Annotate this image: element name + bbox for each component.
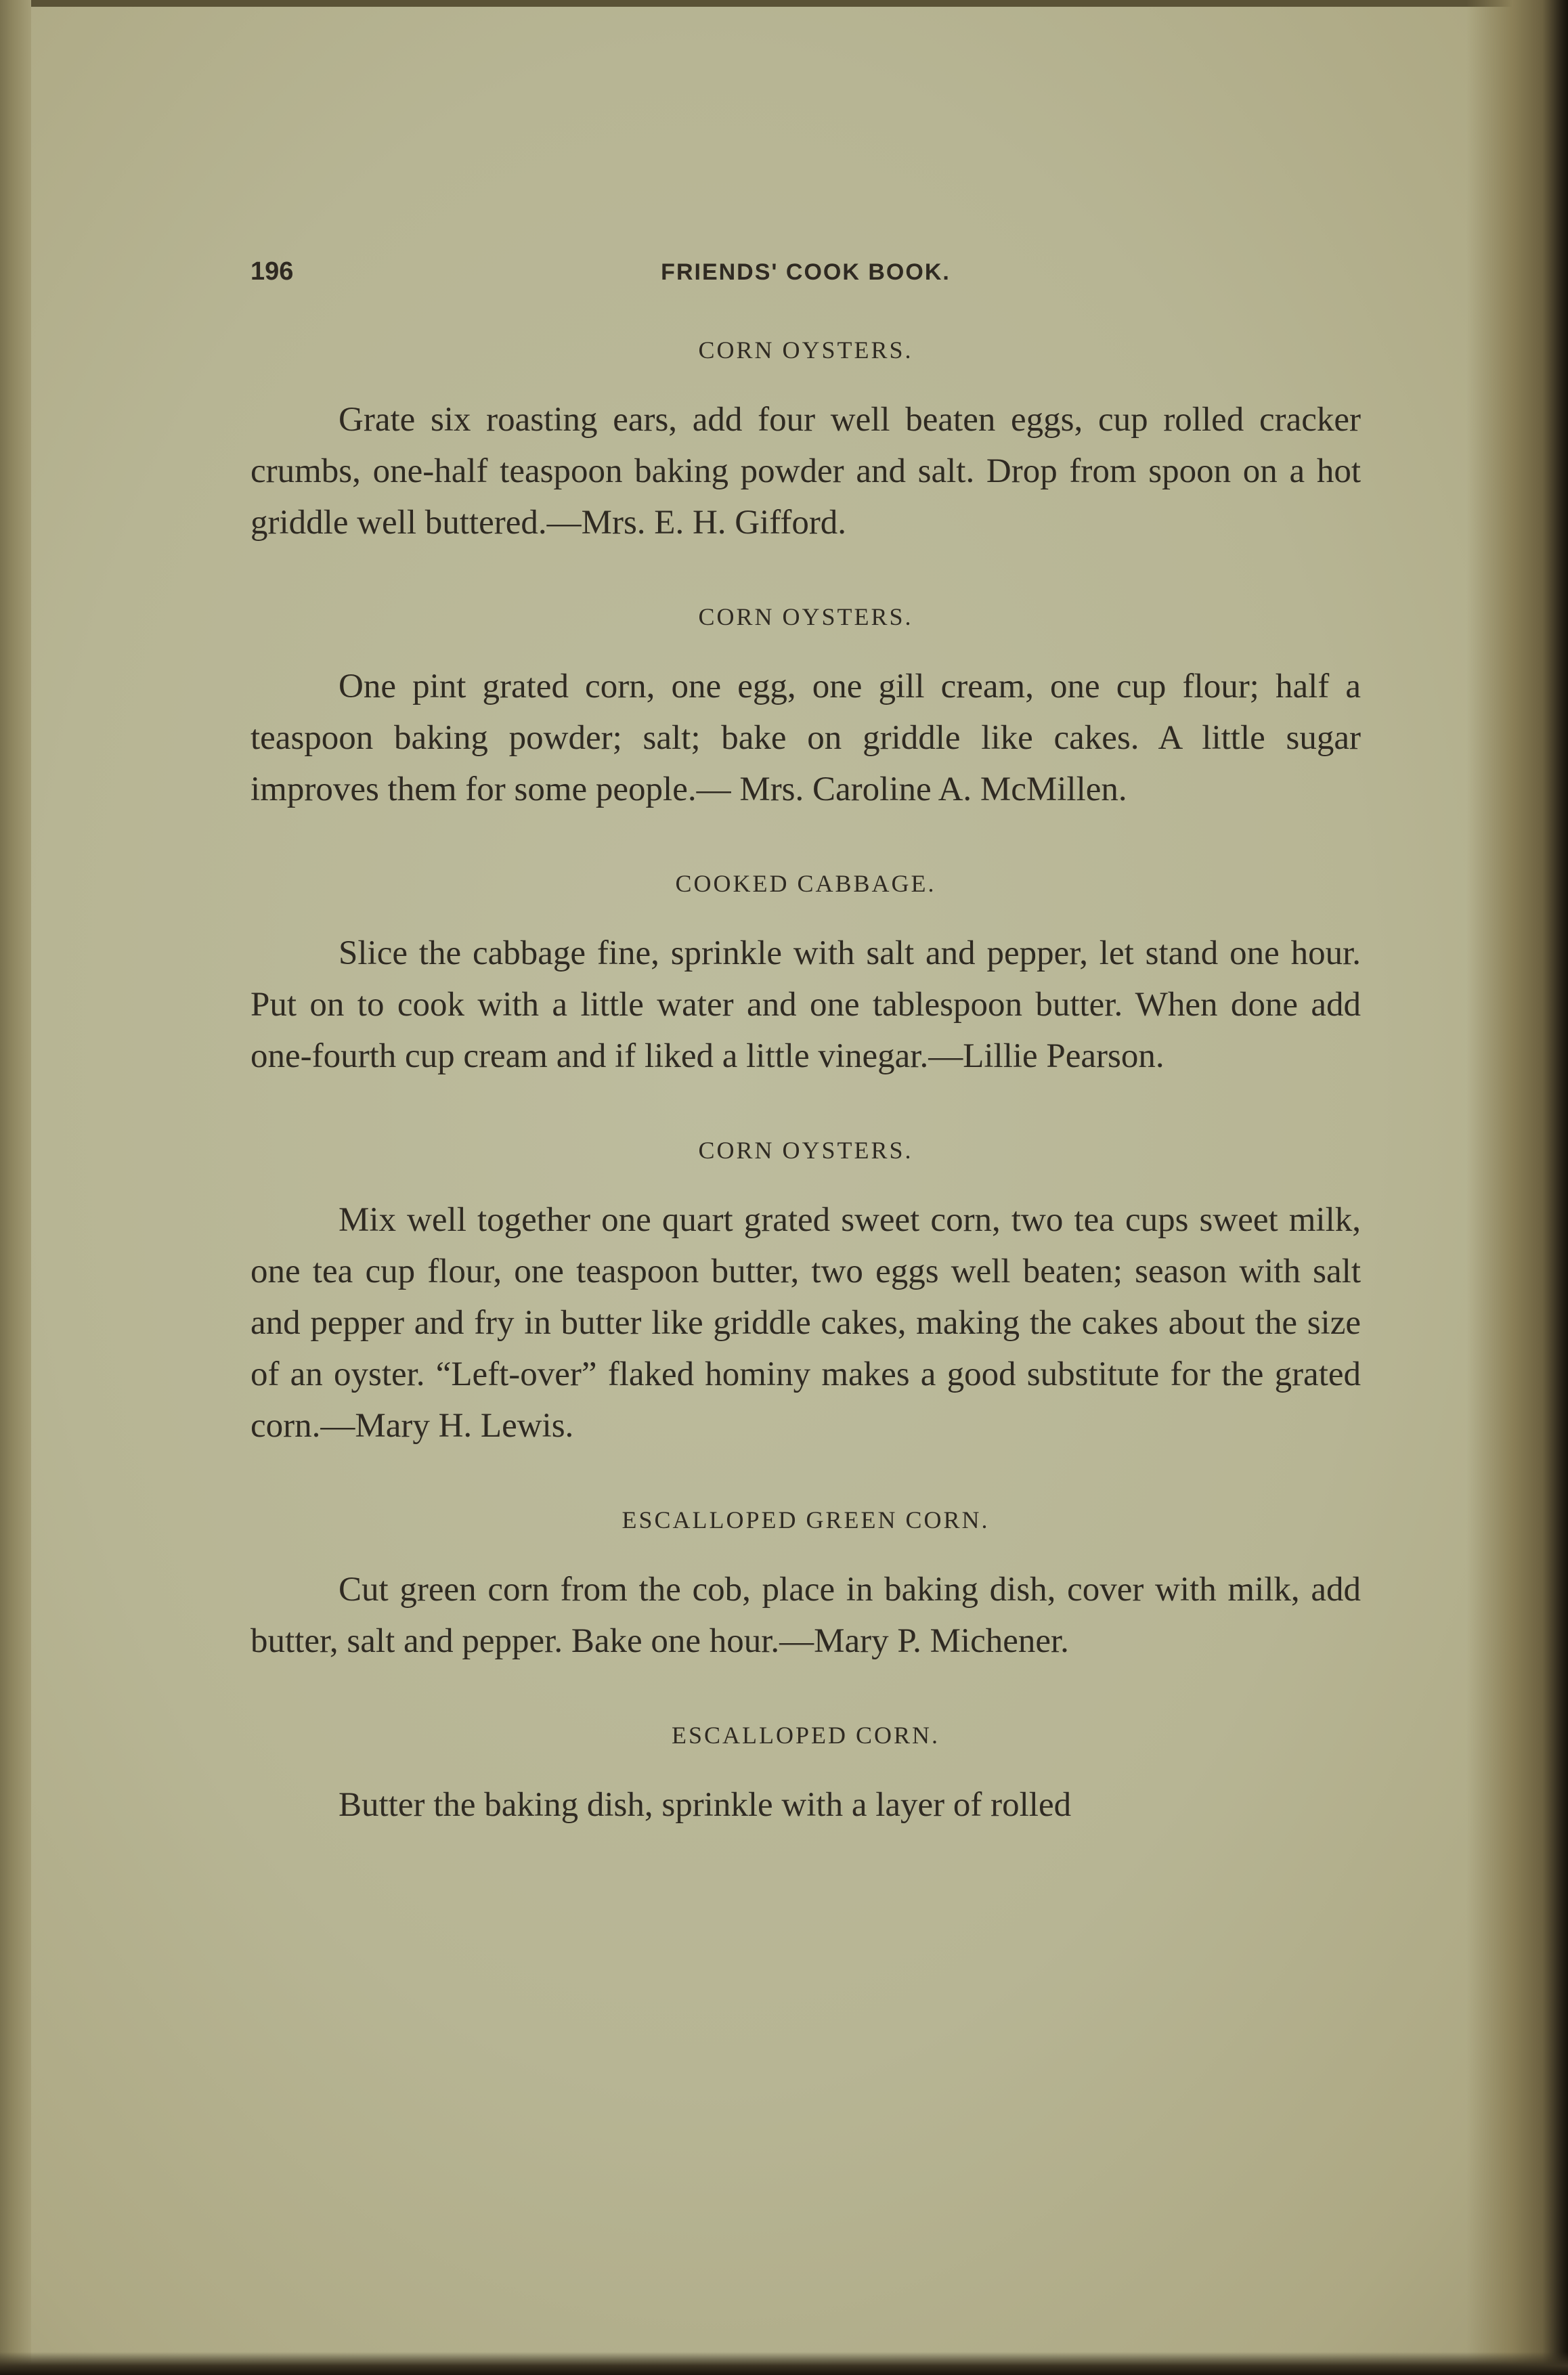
recipe (251, 1136, 1361, 1452)
recipe-title: CORN OYSTERS. (698, 1137, 913, 1164)
page-top-edge (0, 0, 1568, 7)
recipe-body: Grate six roasting ears, add four well beaten eggs, cup rolled cracker crumbs, one-half teaspoon baking powder and salt. Drop from spoon on a hot griddle well buttered.—Mrs. E. H. Gifford. (251, 401, 1361, 542)
recipe-body: Mix well together one quart grated sweet corn, two tea cups sweet milk, one tea cup flour, one teaspoon butter, two eggs well beaten; season with salt and pepper and fry in butter like griddle cakes, making the cakes about the size of an oyster. “Left-over” flaked hominy makes a good substitute for the grated corn.—Mary H. Lewis. (251, 1201, 1361, 1445)
recipe-title: CORN OYSTERS. (698, 603, 913, 630)
recipe-body: Cut green corn from the cob, place in baking dish, cover with milk, add butter, salt and pepper. Bake one hour.—Mary P. Michener. (251, 1571, 1361, 1660)
recipe-title: CORN OYSTERS. (698, 336, 913, 364)
recipe-title: ESCALLOPED GREEN CORN. (622, 1506, 990, 1533)
page-bottom-edge (0, 2352, 1568, 2375)
page-number: 196 (251, 257, 294, 286)
recipe-body: Butter the baking dish, sprinkle with a layer of rolled (339, 1786, 1072, 1824)
recipe (251, 603, 1361, 815)
recipe-title: ESCALLOPED CORN. (671, 1722, 940, 1749)
running-title: FRIENDS' COOK BOOK. (661, 259, 951, 285)
recipe (251, 336, 1361, 548)
binding-gutter (1466, 0, 1568, 2375)
page-left-edge (0, 0, 31, 2375)
recipe-body: One pint grated corn, one egg, one gill cream, one cup flour; half a teaspoon baking powder; salt; bake on griddle like cakes. A little sugar improves them for some people.— Mrs. Caroline A. McMillen. (251, 668, 1361, 808)
recipe (251, 1721, 1361, 1831)
recipe (251, 1506, 1361, 1667)
recipe (251, 869, 1361, 1082)
recipe-title: COOKED CABBAGE. (675, 870, 936, 897)
page-text (251, 257, 1361, 1831)
recipe-body: Slice the cabbage fine, sprinkle with salt and pepper, let stand one hour. Put on to cook with a little water and one tablespoon butter. When done add one-fourth cup cream and if liked a little vinegar.—Lillie Pearson. (251, 934, 1361, 1075)
page-header (251, 257, 1361, 295)
